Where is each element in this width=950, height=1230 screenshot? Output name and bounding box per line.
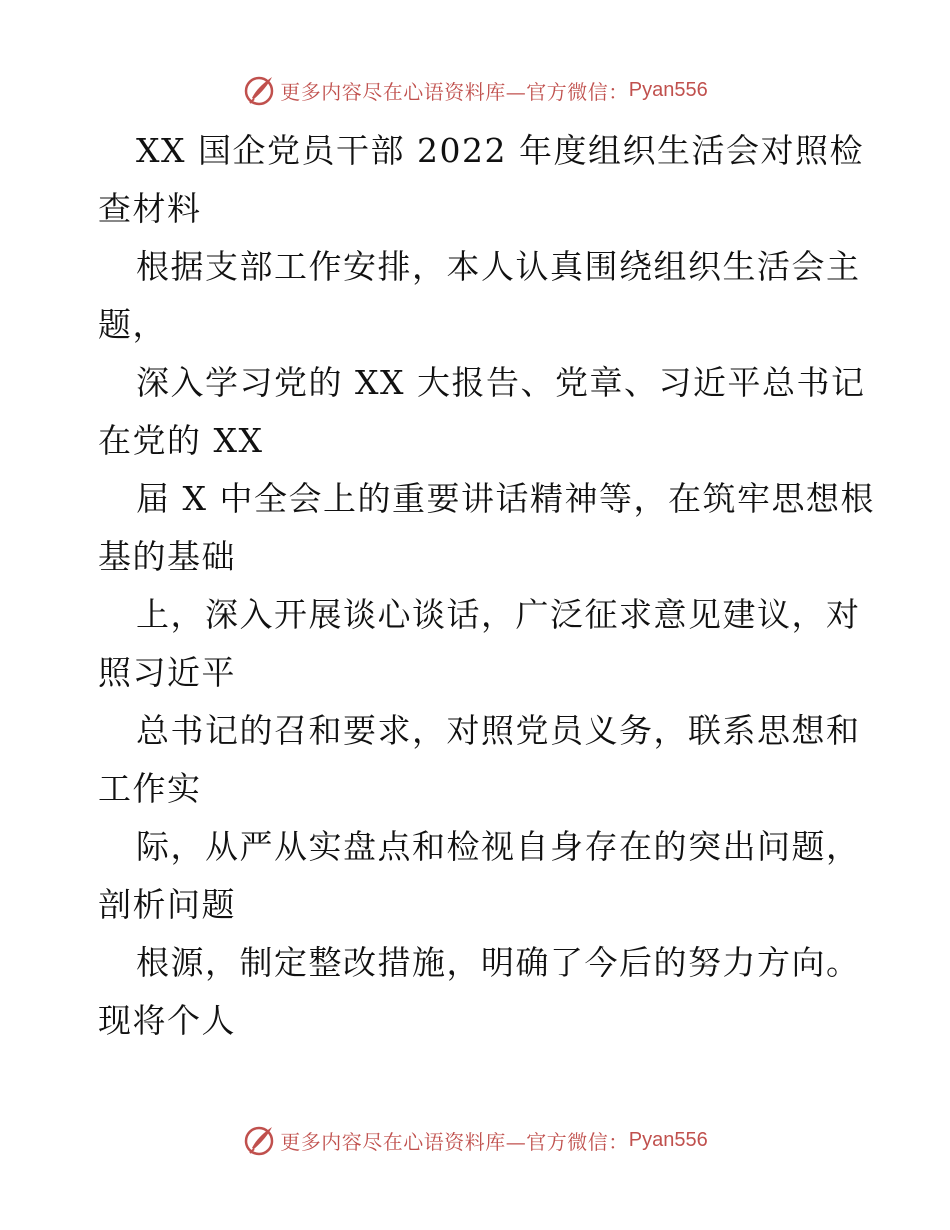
body-line: 在党的 XX xyxy=(98,421,264,460)
body-line: 际，从严从实盘点和检视自身存在的突出问题， xyxy=(136,827,861,866)
body-line: 届 X 中全会上的重要讲话精神等，在筑牢思想根 xyxy=(136,479,875,518)
body-line: 深入学习党的 XX 大报告、党章、习近平总书记 xyxy=(136,363,866,402)
body-line: 题， xyxy=(98,305,167,344)
watermark-id: Pyan556 xyxy=(628,78,708,101)
watermark-text: 更多内容尽在心语资料库—官方微信： xyxy=(280,1129,629,1154)
title-line-1: XX 国企党员干部 2022 年度组织生活会对照检 xyxy=(136,131,864,170)
header-watermark xyxy=(0,70,950,110)
quill-seal-icon xyxy=(242,1122,278,1158)
quill-seal-icon xyxy=(242,72,278,108)
body-line: 剖析问题 xyxy=(98,885,236,924)
body-line: 现将个人 xyxy=(98,1001,236,1040)
footer-watermark xyxy=(0,1120,950,1160)
watermark-text: 更多内容尽在心语资料库—官方微信： xyxy=(280,79,629,104)
body-line: 照习近平 xyxy=(98,653,236,692)
watermark-id: Pyan556 xyxy=(628,1128,708,1151)
body-line: 上，深入开展谈心谈话，广泛征求意见建议，对 xyxy=(136,595,861,634)
document-body xyxy=(98,122,875,1050)
body-line: 工作实 xyxy=(98,769,202,808)
title-line-2: 查材料 xyxy=(98,189,202,228)
body-line: 根源，制定整改措施，明确了今后的努力方向。 xyxy=(136,943,861,982)
body-line: 总书记的召和要求，对照党员义务，联系思想和 xyxy=(136,711,861,750)
body-line: 基的基础 xyxy=(98,537,236,576)
body-line: 根据支部工作安排，本人认真围绕组织生活会主 xyxy=(136,247,861,286)
